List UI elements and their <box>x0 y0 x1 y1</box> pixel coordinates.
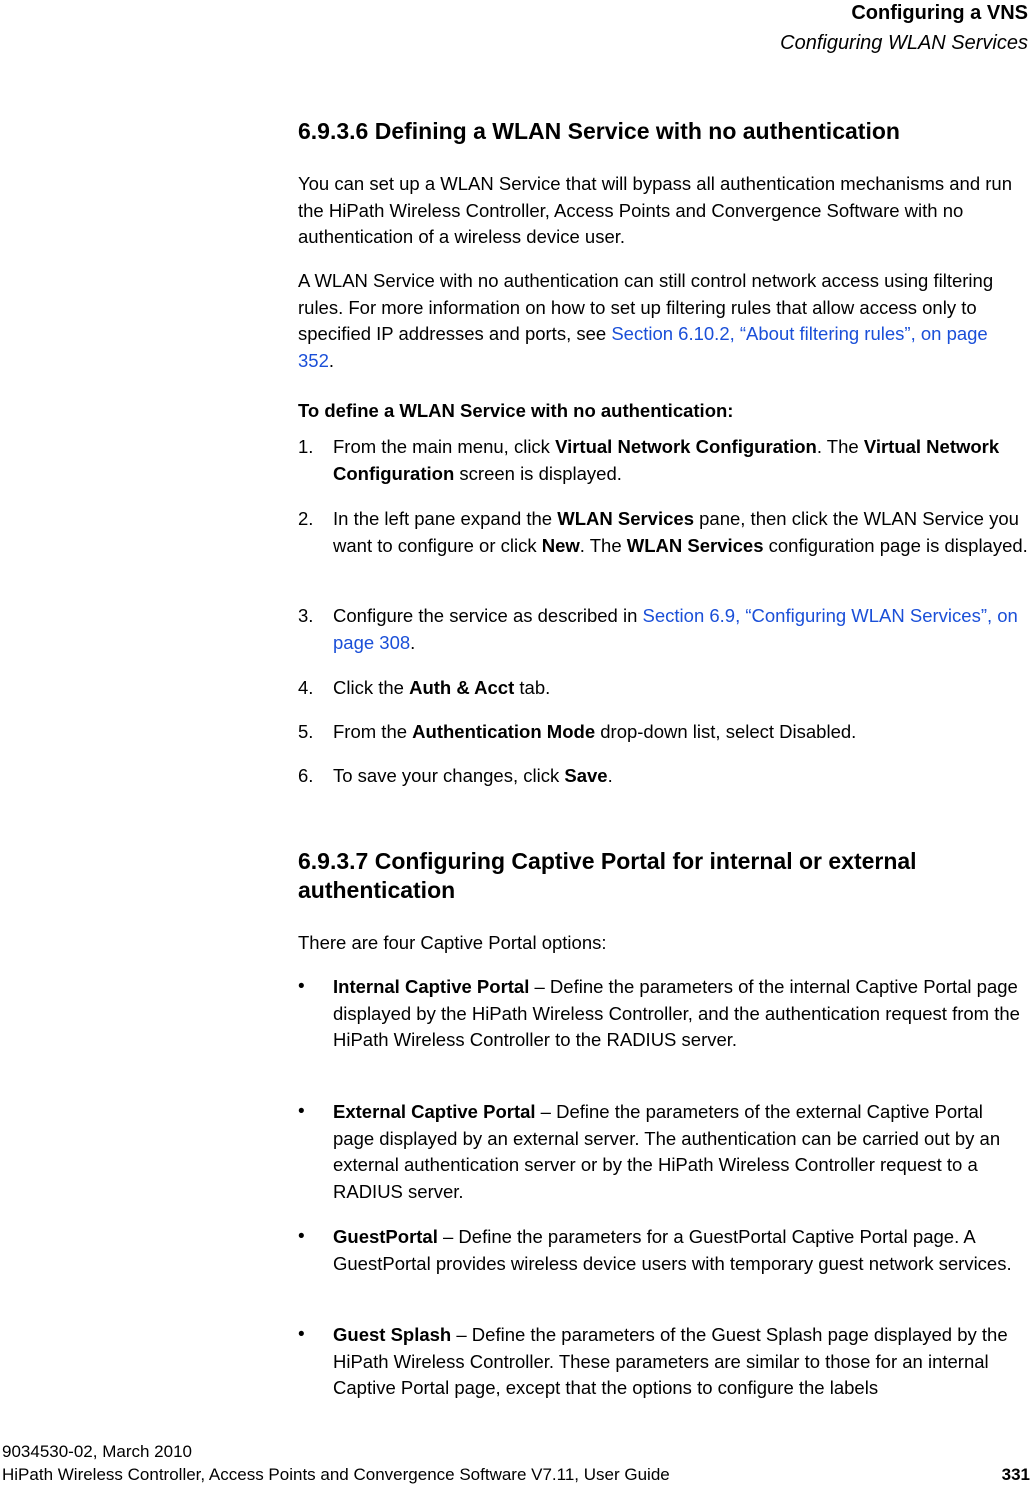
step-5: From the Authentication Mode drop-down list, select Disabled. <box>333 721 857 742</box>
bullet-external-captive-portal: External Captive Portal – Define the parameters of the external Captive Portal page displayed by an external server. The authentication can be carried out by an external authentication server or by the HiPath Wireless Controller request to a RADIUS server. <box>333 1101 1001 1202</box>
ui-term: Virtual Network Configuration <box>555 436 817 457</box>
step-number: 4. <box>298 677 314 698</box>
page-number: 331 <box>1001 1465 1030 1484</box>
ui-term: WLAN Services <box>626 534 764 556</box>
paragraph-filtering: A WLAN Service with no authentication can still control network access using filtering rules. For more information on how to set up filtering rules that allow access only to specified IP addresses and ports, see Section 6.10.2, “About filtering rules”, on page 352. <box>298 270 994 371</box>
step-3: Configure the service as described in Section 6.9, “Configuring WLAN Services”, on page 308. <box>333 605 1018 653</box>
bullet-icon: • <box>298 1101 305 1122</box>
bullet-guestportal: GuestPortal – Define the parameters for a GuestPortal Captive Portal page. A GuestPortal provides wireless device users with temporary guest network services. <box>333 1226 1012 1274</box>
bullet-icon: • <box>298 1226 305 1247</box>
step-number: 5. <box>298 721 314 742</box>
procedure-label: To define a WLAN Service with no authentication: <box>298 400 734 421</box>
filtering-rules-link[interactable]: Section 6.10.2, “About filtering rules”, on page 352 <box>298 323 988 371</box>
step-number: 2. <box>298 508 314 529</box>
ui-term: Virtual Network Configuration <box>333 436 1000 484</box>
step-6: To save your changes, click Save. <box>333 765 613 786</box>
paragraph-filtering-text: A WLAN Service with no authentication can still control network access using filtering rules. For more information on how to set up filtering rules that allow access only to specified IP addresses and ports, see <box>298 270 994 345</box>
bullet-icon: • <box>298 1324 305 1345</box>
bullet-term: GuestPortal <box>333 1226 438 1247</box>
bullet-internal-captive-portal: Internal Captive Portal – Define the parameters of the internal Captive Portal page displayed by the HiPath Wireless Controller, and the authentication request from the HiPath Wireless Controller to the RADIUS server. <box>333 976 1020 1051</box>
paragraph-intro: You can set up a WLAN Service that will bypass all authentication mechanisms and run the HiPath Wireless Controller, Access Points and Convergence Software with no authentication of a wireless device user. <box>298 173 1013 248</box>
running-header-chapter: Configuring a VNS <box>851 2 1028 24</box>
section-heading-no-auth: 6.9.3.6 Defining a WLAN Service with no authentication <box>298 118 900 144</box>
step-4: Click the Auth & Acct tab. <box>333 677 551 698</box>
bullet-guest-splash: Guest Splash – Define the parameters of the Guest Splash page displayed by the HiPath Wireless Controller. These parameters are similar to those for an internal Captive Portal page, except that the options to configure the labels <box>333 1324 1008 1399</box>
ui-term: Authentication Mode <box>412 721 596 742</box>
captive-portal-intro: There are four Captive Portal options: <box>298 932 607 953</box>
ui-term: Auth & Acct <box>409 677 515 698</box>
step-2: In the left pane expand the WLAN Services pane, then click the WLAN Service you want to configure or click New. The WLAN Services configuration page is displayed. <box>333 508 1028 556</box>
step-number: 6. <box>298 765 314 786</box>
bullet-term: Internal Captive Portal <box>333 976 530 997</box>
bullet-term: Guest Splash <box>333 1324 452 1345</box>
footer-doc-id: 9034530-02, March 2010 <box>2 1442 192 1461</box>
configuring-wlan-services-link[interactable]: Section 6.9, “Configuring WLAN Services”, on page 308 <box>333 605 1018 653</box>
ui-term: Save <box>564 765 608 786</box>
bullet-term: External Captive Portal <box>333 1101 536 1122</box>
ui-term: New <box>541 534 580 556</box>
footer-title: HiPath Wireless Controller, Access Points and Convergence Software V7.11, User Guide <box>2 1465 670 1484</box>
section-heading-captive-portal: 6.9.3.7 Configuring Captive Portal for internal or external authentication <box>298 848 917 903</box>
bullet-icon: • <box>298 976 305 997</box>
ui-term: WLAN Services <box>557 508 694 529</box>
step-1: From the main menu, click Virtual Network Configuration. The Virtual Network Configuration screen is displayed. <box>333 436 1000 484</box>
running-header-section: Configuring WLAN Services <box>780 32 1028 54</box>
step-number: 1. <box>298 436 314 457</box>
step-number: 3. <box>298 605 314 626</box>
